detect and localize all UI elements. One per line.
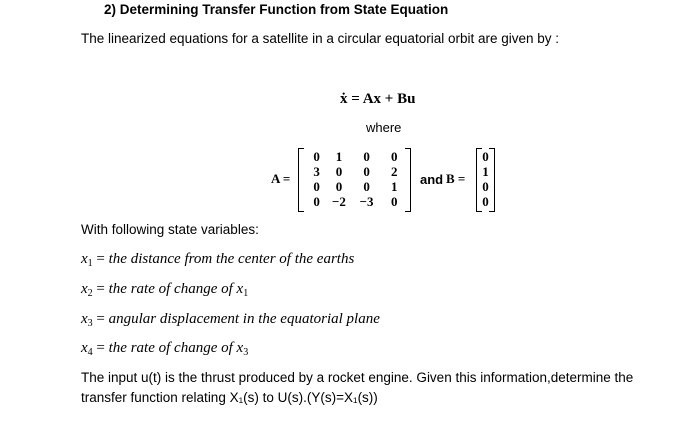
matrix-cell: 0 bbox=[313, 194, 320, 209]
equals-sign: = bbox=[92, 281, 109, 297]
matrix-cell: 0 bbox=[391, 149, 398, 164]
matrix-cell: 0 bbox=[335, 164, 343, 179]
matrix-b-row bbox=[479, 179, 492, 194]
state-var-4 bbox=[81, 340, 248, 358]
matrix-cell: 0 bbox=[482, 149, 489, 164]
matrix-cell: 0 bbox=[482, 179, 489, 194]
matrix-cell: −2 bbox=[332, 194, 346, 209]
var-subscript: 1 bbox=[87, 258, 93, 269]
and-label: and bbox=[420, 172, 444, 187]
matrix-b-row bbox=[479, 149, 492, 164]
var-description: angular displacement in the equatorial plane bbox=[108, 311, 380, 327]
matrix-cell: 0 bbox=[482, 194, 489, 209]
desc-subscript: 1 bbox=[243, 288, 249, 299]
state-var-2 bbox=[81, 281, 248, 299]
matrix-cell: 0 bbox=[363, 164, 370, 179]
matrix-cell: 1 bbox=[391, 179, 398, 194]
matrix-cell: 0 bbox=[391, 194, 398, 209]
matrix-cell: 0 bbox=[363, 179, 370, 194]
matrix-cell: 0 bbox=[313, 149, 320, 164]
matrix-cell: 2 bbox=[391, 164, 398, 179]
where-label: where bbox=[366, 120, 402, 135]
equals-sign: = bbox=[92, 340, 109, 356]
var-symbol: x bbox=[81, 281, 88, 297]
state-vars-intro: With following state variables: bbox=[81, 222, 259, 237]
matrix-b-grid bbox=[479, 149, 492, 209]
desc-subscript: 3 bbox=[243, 347, 249, 358]
matrix-a-row bbox=[306, 179, 406, 194]
matrix-a-row bbox=[306, 149, 406, 164]
matrix-b bbox=[476, 148, 495, 210]
matrix-b-row bbox=[479, 164, 492, 179]
state-var-1 bbox=[81, 251, 354, 269]
matrix-b-label: B = bbox=[446, 171, 466, 186]
matrix-a bbox=[298, 148, 411, 210]
matrix-a-row bbox=[306, 164, 406, 179]
state-equation: ẋ = Ax + Bu bbox=[340, 91, 416, 107]
matrix-a-row bbox=[306, 194, 406, 209]
var-subscript: 2 bbox=[87, 288, 93, 299]
matrix-a-grid bbox=[306, 149, 406, 209]
var-symbol: x bbox=[81, 251, 88, 267]
intro-paragraph: The linearized equations for a satellite in a circular equatorial orbit are given by : bbox=[81, 31, 560, 46]
matrix-cell: 1 bbox=[335, 149, 343, 164]
equals-sign: = bbox=[92, 311, 109, 327]
var-description: the distance from the center of the earths bbox=[108, 251, 355, 267]
var-subscript: 3 bbox=[87, 318, 93, 329]
closing-paragraph-line-1: The input u(t) is the thrust produced by a rocket engine. Given this information,determine the bbox=[81, 370, 634, 385]
var-description: the rate of change of x bbox=[108, 340, 244, 356]
section-heading: 2) Determining Transfer Function from State Equation bbox=[104, 2, 449, 17]
matrix-a-label: A = bbox=[271, 171, 291, 186]
matrix-cell: −3 bbox=[359, 194, 374, 209]
equals-sign: = bbox=[92, 251, 109, 267]
matrix-cell: 3 bbox=[313, 164, 320, 179]
matrix-b-row bbox=[479, 194, 492, 209]
state-var-3 bbox=[81, 311, 380, 329]
matrix-cell: 1 bbox=[482, 164, 489, 179]
matrix-cell: 0 bbox=[335, 179, 343, 194]
var-description: the rate of change of x bbox=[108, 281, 244, 297]
var-symbol: x bbox=[81, 311, 88, 327]
matrix-cell: 0 bbox=[313, 179, 320, 194]
var-subscript: 4 bbox=[87, 347, 93, 358]
matrix-cell: 0 bbox=[363, 149, 370, 164]
matrix-a-left-bracket bbox=[298, 148, 304, 212]
var-symbol: x bbox=[81, 340, 88, 356]
closing-paragraph-line-2: transfer function relating X₁(s) to U(s).(Y(s)=X₁(s)) bbox=[81, 390, 378, 405]
